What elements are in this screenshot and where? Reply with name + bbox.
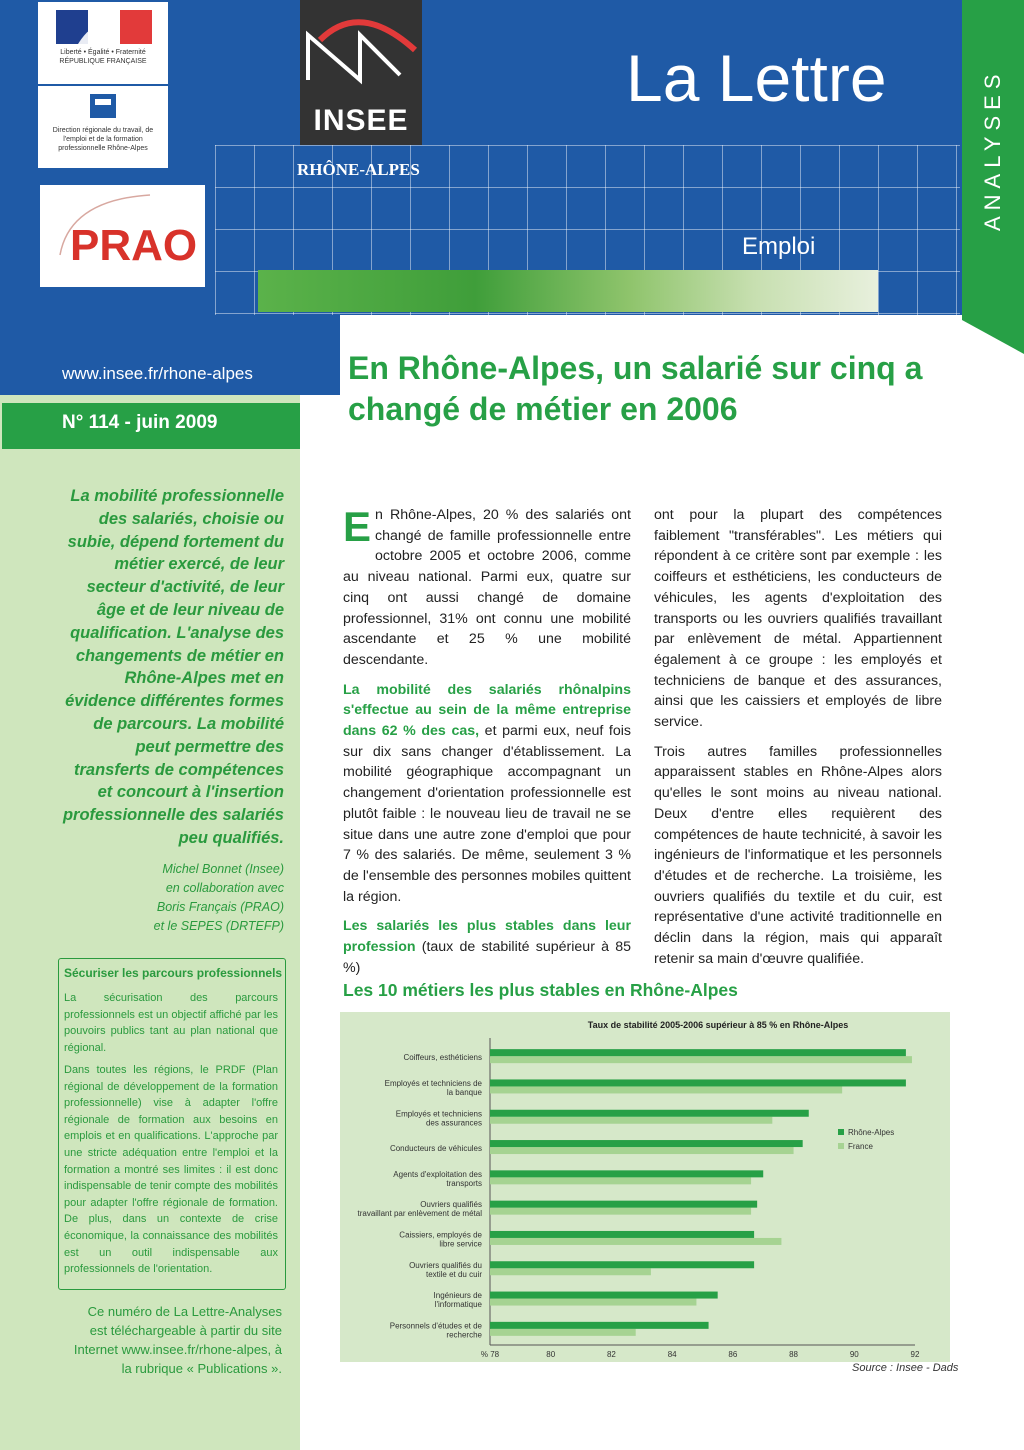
chart-heading: Les 10 métiers les plus stables en Rhône-Alpes [343, 980, 738, 1000]
category-label: Ouvriers qualifiés [420, 1200, 482, 1210]
paragraph: ont pour la plupart des compétences faiblement "transférables". Les métiers qui répondent à ce critère sont par exemple : les coiffeurs et esthéticiens, les conducteurs de véhicules, les agents d'exploitation des transports ou les ouvriers qualifiés travaillant par enlèvement de métal. Appartiennent également à ce groupe : les employés et techniciens de banque et des assurances, ainsi que les caissiers et employés de libre service. [654, 507, 942, 731]
prao-emblem-icon [40, 185, 205, 287]
article-column-2 [654, 505, 942, 978]
paragraph: Trois autres familles professionnelles apparaissent stables en Rhône-Alpes alors qu'elles le sont moins au niveau national. Deux d'entre elles requièrent des compétences de haute technicité, à savoir les ingénieurs de l'informatique et les personnels d'études et de recherche. La troisième, les ouvriers qualifiés du textile et du cuir, est représentative d'une activité traditionnelle en déclin dans la région, mais qui apparaît retenir sa main d'œuvre qualifiée. [654, 743, 942, 967]
bar-rhone-alpes [490, 1170, 763, 1177]
legend-swatch [838, 1129, 844, 1135]
paragraph [343, 505, 631, 671]
paragraph [343, 916, 631, 978]
author-line: et le SEPES (DRTEFP) [153, 919, 284, 933]
info-box-paragraph: Dans toutes les régions, le PRDF (Plan régional de développement de la formation professionnelle) vise à adapter l'offre régionale de formation aux besoins en emplois et en qualifications. L'approche par une stricte adéquation entre l'emploi et la formation a montré ses limites : il est donc indispensable de tenir compte des mobilités pour adapter l'offre régionale de formation. De plus, dans un contexte de crise économique, la connaissance des mobilités est un outil indispensable aux professionnels de l'orientation. [64, 1064, 278, 1276]
tick-label: 82 [606, 1350, 616, 1359]
republique-caption: Liberté • Égalité • Fraternité RÉPUBLIQUE FRANÇAISE [59, 49, 147, 65]
tick-label: 80 [546, 1350, 556, 1359]
website-link[interactable]: www.insee.fr/rhone-alpes [62, 364, 253, 383]
header-photo-strip [258, 270, 878, 312]
analyses-bar-tail [962, 320, 1024, 354]
prao-logo [40, 185, 205, 287]
grid-line [215, 145, 960, 146]
category-label: Employés et techniciens [395, 1109, 482, 1119]
bar-rhone-alpes [490, 1049, 906, 1056]
paragraph-text: n Rhône-Alpes, 20 % des salariés ont changé de famille professionnelle entre octobre 2005 et octobre 2006, comme au niveau national. Parmi eux, quatre sur cinq ont aussi changé de domaine professionnel, 31% ont connu une mobilité ascendante et 25 % une mobilité descendante. [343, 507, 631, 668]
grid-line [215, 229, 960, 230]
author-line: en collaboration avec [165, 881, 284, 895]
category-label: libre service [439, 1239, 482, 1249]
authors [100, 860, 284, 936]
marianne-icon [38, 2, 168, 84]
publication-title: La Lettre [626, 41, 887, 115]
bar-france [490, 1268, 651, 1275]
grid-line [878, 145, 879, 315]
highlight-text: Les salariés les plus stables dans leur profession [343, 918, 631, 956]
paragraph-text: et parmi eux, neuf fois sur dix sans changer d'établissement. La mobilité géographique accompagnant un changement d'orientation professionnelle est plutôt faible : le nouveau lieu de travail ne se situe dans une autre zone d'emploi que pour 7 % des salariés. De même, seulement 3 % de l'ensemble des personnes mobiles quittent la région. [343, 723, 631, 905]
category-label: la banque [446, 1087, 482, 1097]
tick-label: 90 [849, 1350, 859, 1359]
category-label: Agents d'exploitation des [393, 1169, 482, 1179]
grid-line [215, 145, 216, 315]
insee-swoosh-icon [300, 0, 422, 104]
category-label: recherche [446, 1330, 482, 1340]
bar-rhone-alpes [490, 1261, 754, 1268]
category-label: travaillant par enlèvement de métal [357, 1209, 482, 1219]
article-column-1 [343, 505, 631, 987]
bar-rhone-alpes [490, 1322, 709, 1329]
category-label: Coiffeurs, esthéticiens [403, 1053, 482, 1063]
category-label: l'informatique [434, 1300, 482, 1310]
legend-label: Rhône-Alpes [848, 1128, 895, 1137]
tick-label: 88 [789, 1350, 799, 1359]
issue-number: N° 114 - juin 2009 [62, 412, 218, 433]
direction-caption: Direction régionale du travail, de l'emploi et de la formation professionnelle Rhône-Alpes [52, 127, 154, 152]
category-label: Ingénieurs de [433, 1291, 482, 1301]
bar-rhone-alpes [490, 1140, 803, 1147]
bar-france [490, 1117, 772, 1124]
tick-label: 86 [728, 1350, 738, 1359]
insee-wordmark: INSEE [313, 104, 409, 137]
paragraph-text: (taux de stabilité supérieur à 85 %) [343, 939, 631, 976]
bar-france [490, 1147, 794, 1154]
tick-label: 92 [910, 1350, 920, 1359]
info-box-title: Sécuriser les parcours professionnels [64, 966, 283, 980]
grid-line [215, 313, 960, 314]
category-label: Conducteurs de véhicules [389, 1144, 482, 1154]
bar-chart [340, 1012, 950, 1362]
bar-france [490, 1086, 842, 1093]
bar-rhone-alpes [490, 1201, 757, 1208]
bar-france [490, 1208, 751, 1215]
grid-line [215, 187, 960, 188]
download-note: Ce numéro de La Lettre-Analyses est téléchargeable à partir du site Internet www.insee.fr/rhone-alpes, à la rubrique « Publications ». [73, 1304, 282, 1376]
bar-france [490, 1056, 912, 1063]
drop-cap: E [343, 503, 372, 550]
category-label: Caissiers, employés de [399, 1230, 482, 1240]
article-headline: En Rhône-Alpes, un salarié sur cinq a changé de métier en 2006 [348, 350, 923, 427]
chart-title: Taux de stabilité 2005-2006 supérieur à 85 % en Rhône-Alpes [587, 1020, 849, 1030]
direction-regionale-logo [38, 86, 168, 168]
grid-line [254, 145, 255, 315]
category-label: Employés et techniciens de [384, 1078, 482, 1088]
tick-label: 84 [667, 1350, 677, 1359]
tick-label: % 78 [480, 1350, 500, 1359]
grid-line [956, 145, 957, 315]
author-line: Michel Bonnet (Insee) [162, 862, 284, 876]
category-label: Personnels d'études et de [389, 1321, 482, 1331]
legend-label: France [848, 1142, 873, 1151]
bar-rhone-alpes [490, 1110, 809, 1117]
section-label: ANALYSES [980, 68, 1005, 232]
paragraph [343, 680, 631, 908]
category-label: des assurances [425, 1118, 482, 1128]
legend-swatch [838, 1143, 844, 1149]
category-label: transports [446, 1178, 482, 1188]
bar-rhone-alpes [490, 1292, 718, 1299]
highlight-text: La mobilité des salariés rhônalpins s'effectue au sein de la même entreprise dans 62 % des cas, [343, 681, 631, 740]
grid-line [917, 145, 918, 315]
abstract: La mobilité professionnelle des salariés, choisie ou subie, dépend fortement du métier exercé, de leur secteur d'activité, de leur âge et de leur niveau de qualification. L'analyse des changements de métier en Rhône-Alpes met en évidence différentes formes de parcours. La mobilité peut permettre des transferts de compétences et concourt à l'insertion professionnelle des salariés peu qualifiés. [62, 487, 284, 847]
author-line: Boris Français (PRAO) [156, 900, 284, 914]
theme-label: Emploi [742, 233, 816, 260]
bar-rhone-alpes [490, 1231, 754, 1238]
bar-rhone-alpes [490, 1079, 906, 1086]
category-label: Ouvriers qualifiés du [409, 1260, 482, 1270]
republique-francaise-logo [38, 2, 168, 84]
category-label: textile et du cuir [425, 1269, 482, 1279]
info-box-paragraph: La sécurisation des parcours professionnels est un objectif affiché par les pouvoirs publics tant au plan national que régional. [64, 992, 278, 1054]
bar-france [490, 1177, 751, 1184]
chart-source: Source : Insee - Dads [852, 1362, 959, 1374]
region-label: RHÔNE-ALPES [297, 160, 420, 179]
prao-wordmark: PRAO [70, 221, 198, 270]
bar-france [490, 1238, 781, 1245]
bar-france [490, 1299, 696, 1306]
bar-france [490, 1329, 636, 1336]
